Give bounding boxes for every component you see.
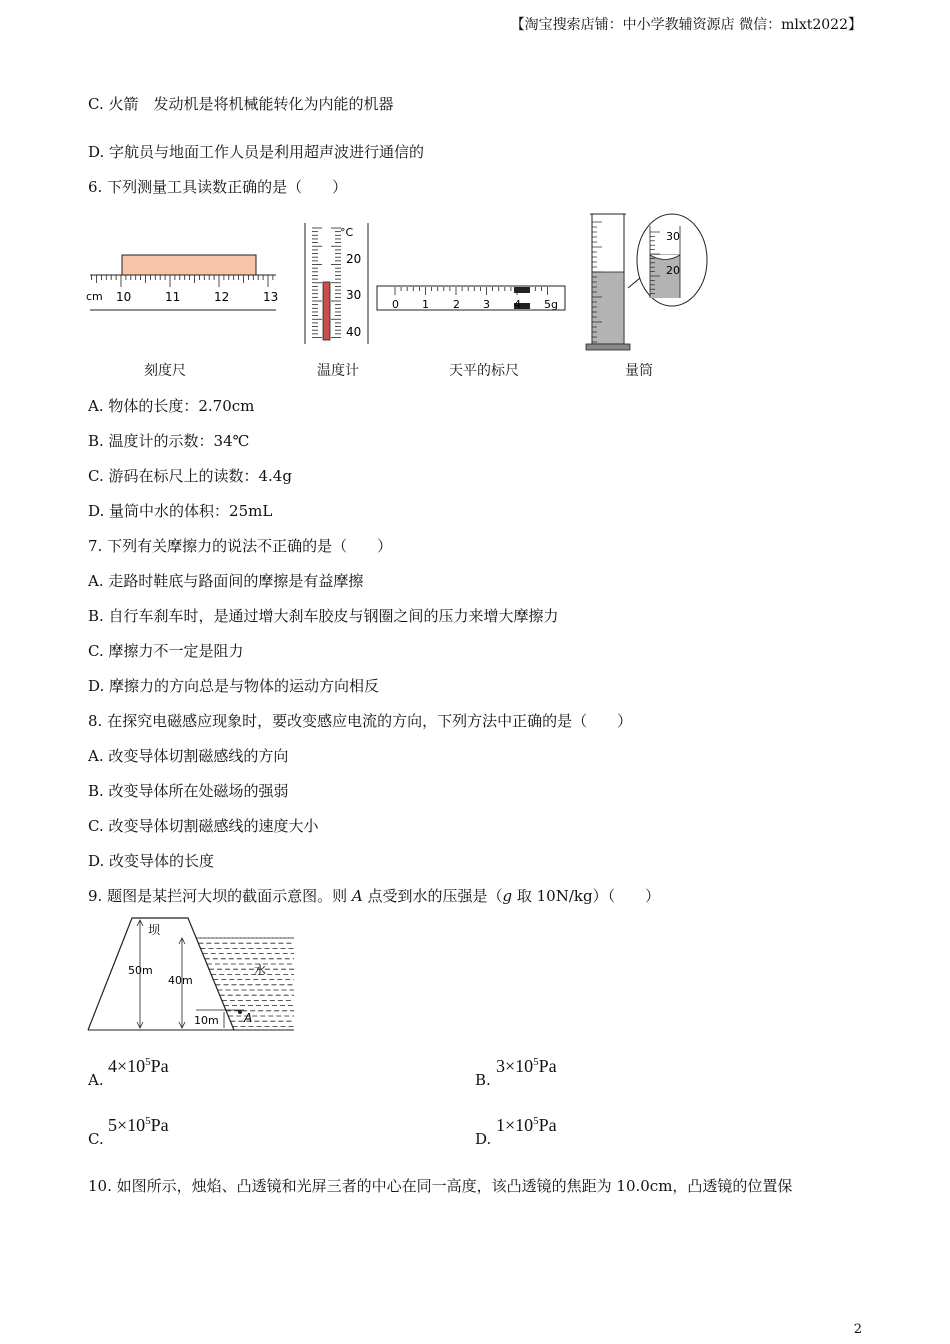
cylinder-water xyxy=(592,272,624,344)
q5-option-c: C. 火箭 发动机是将机械能转化为内能的机器 xyxy=(88,95,394,113)
q9-option-d-letter: D. xyxy=(475,1130,492,1148)
q6-option-d: D. 量筒中水的体积：25mL xyxy=(88,502,273,520)
cylinder-tick-label: 30 xyxy=(666,230,680,243)
height-40m-label: 40m xyxy=(168,974,193,987)
q6-option-a: A. 物体的长度：2.70cm xyxy=(88,397,255,415)
balance-tick-label: 0 xyxy=(392,298,399,311)
caption-balance: 天平的标尺 xyxy=(449,363,519,379)
q7-option-c: C. 摩擦力不一定是阻力 xyxy=(88,642,244,660)
q9-option-d-value: $1\times 10^5Pa$ xyxy=(496,1115,557,1135)
thermometer-liquid xyxy=(323,282,330,340)
cylinder-tick-label: 20 xyxy=(666,264,680,277)
ruler-figure xyxy=(84,248,284,318)
graduated-cylinder-figure xyxy=(582,208,712,354)
height-50m-label: 50m xyxy=(128,964,153,977)
caption-cylinder: 量筒 xyxy=(625,363,653,379)
balance-tick-label: 5g xyxy=(544,298,558,311)
ruler-tick-label: 10 xyxy=(116,290,132,304)
height-10m-label: 10m xyxy=(194,1014,219,1027)
q8-option-c: C. 改变导体切割磁感线的速度大小 xyxy=(88,817,319,835)
caption-thermometer: 温度计 xyxy=(317,363,359,379)
q9-option-b-value: $3\times 10^5Pa$ xyxy=(496,1056,557,1076)
thermometer-tick-label: 30 xyxy=(346,288,362,302)
ruler-object-block xyxy=(122,255,256,275)
q6-option-b: B. 温度计的示数：34℃ xyxy=(88,432,250,450)
q8-option-b: B. 改变导体所在处磁场的强弱 xyxy=(88,782,289,800)
point-a-label: A xyxy=(244,1011,253,1025)
q5-option-d: D. 字航员与地面工作人员是利用超声波进行通信的 xyxy=(88,143,425,161)
thermometer-unit: °C xyxy=(340,226,354,239)
q9-option-c-letter: C. xyxy=(88,1130,104,1148)
q10-stem: 10. 如图所示，烛焰、凸透镜和光屏三者的中心在同一高度，该凸透镜的焦距为 10.0cm，凸透镜的位置保 xyxy=(88,1177,793,1195)
balance-tick-label: 2 xyxy=(453,298,460,311)
ruler-unit: cm xyxy=(86,290,103,303)
rider-top xyxy=(514,287,530,293)
balance-tick-label: 3 xyxy=(483,298,490,311)
q6-stem: 6. 下列测量工具读数正确的是（ ） xyxy=(88,178,348,196)
dam-cross-section-figure xyxy=(84,914,300,1034)
page-header: 【淘宝搜索店铺：中小学教辅资源店 微信：mlxt2022】 xyxy=(510,17,862,33)
caption-ruler: 刻度尺 xyxy=(144,363,186,379)
q9-option-c-value: $5\times 10^5Pa$ xyxy=(108,1115,169,1135)
thermometer-tick-label: 20 xyxy=(346,252,362,266)
page-number: 2 xyxy=(853,1322,862,1337)
q9-stem: 9. 题图是某拦河大坝的截面示意图。则 A 点受到水的压强是（g 取 10N/kg）（ ） xyxy=(88,887,661,905)
balance-tick-label: 4 xyxy=(514,298,521,311)
q7-option-a: A. 走路时鞋底与路面间的摩擦是有益摩擦 xyxy=(88,572,364,590)
balance-scale-figure xyxy=(374,282,570,316)
q8-stem: 8. 在探究电磁感应现象时，要改变感应电流的方向，下列方法中正确的是（ ） xyxy=(88,712,633,730)
q9-option-b-letter: B. xyxy=(475,1071,491,1089)
water-label: 水 xyxy=(254,963,267,977)
q9-option-a-letter: A. xyxy=(88,1071,104,1089)
q8-option-d: D. 改变导体的长度 xyxy=(88,852,215,870)
balance-tick-label: 1 xyxy=(422,298,429,311)
q7-option-d: D. 摩擦力的方向总是与物体的运动方向相反 xyxy=(88,677,380,695)
q7-stem: 7. 下列有关摩擦力的说法不正确的是（ ） xyxy=(88,537,393,555)
q6-option-c: C. 游码在标尺上的读数：4.4g xyxy=(88,467,292,485)
ruler-tick-label: 11 xyxy=(165,290,181,304)
point-a-marker xyxy=(238,1010,242,1014)
thermometer-figure xyxy=(300,220,376,348)
q9-option-a-value: $4\times 10^5Pa$ xyxy=(108,1056,169,1076)
q7-option-b: B. 自行车刹车时，是通过增大刹车胶皮与钢圈之间的压力来增大摩擦力 xyxy=(88,607,559,625)
ruler-tick-label: 13 xyxy=(263,290,279,304)
thermometer-tick-label: 40 xyxy=(346,325,362,339)
ruler-tick-label: 12 xyxy=(214,290,230,304)
q8-option-a: A. 改变导体切割磁感线的方向 xyxy=(88,747,289,765)
dam-label: 坝 xyxy=(148,923,161,937)
